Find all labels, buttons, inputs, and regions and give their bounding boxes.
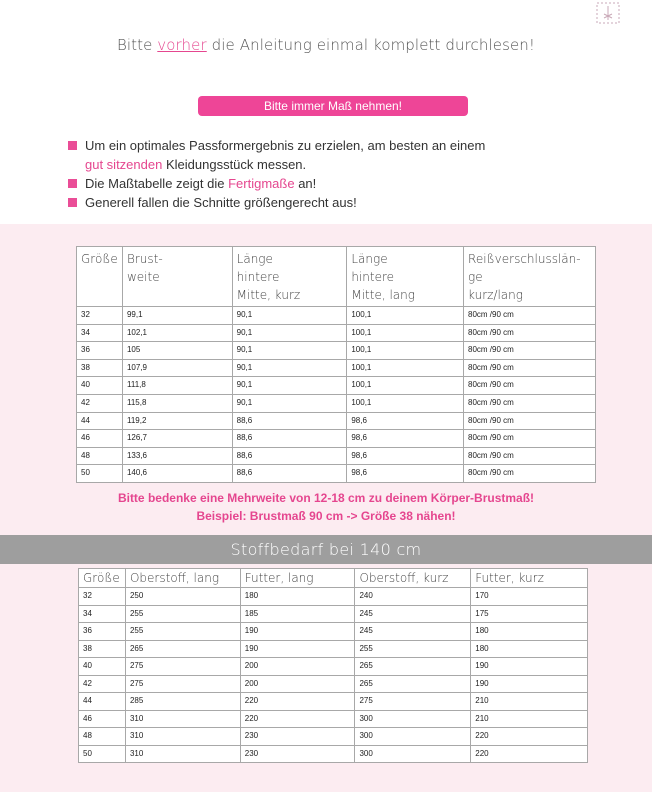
table-cell: 90,1 [232, 394, 347, 412]
table-cell: 275 [125, 675, 240, 693]
table-cell: 180 [240, 588, 355, 606]
table-cell: 88,6 [232, 465, 347, 483]
table-cell: 100,1 [347, 342, 464, 360]
table-cell: 48 [79, 728, 126, 746]
table-cell: 44 [77, 412, 123, 430]
header-cell: Futter, kurz [471, 569, 588, 588]
intro-after: die Anleitung einmal komplett durchlesen! [211, 36, 536, 54]
table-cell: 32 [77, 307, 123, 325]
table-cell: 265 [125, 640, 240, 658]
header-cell: Futter, lang [240, 569, 355, 588]
bullet-item [68, 174, 485, 193]
bullet-text: Um ein optimales Passformergebnis zu erzielen, am besten an einem [85, 138, 486, 153]
table-cell: 115,8 [122, 394, 232, 412]
table-row [77, 342, 596, 360]
measure-pill: Bitte immer Maß nehmen! [198, 96, 468, 116]
table-cell: 98,6 [347, 412, 464, 430]
bullet-text: an! [298, 176, 317, 191]
table-row [77, 465, 596, 483]
table-cell: 265 [355, 675, 471, 693]
table-cell: 285 [125, 693, 240, 711]
table-cell: 46 [77, 430, 123, 448]
table-cell: 80cm /90 cm [464, 342, 596, 360]
table-cell: 48 [77, 447, 123, 465]
intro-before: Bitte [116, 36, 153, 54]
table-cell: 80cm /90 cm [464, 412, 596, 430]
table-cell: 210 [471, 710, 588, 728]
table-cell: 46 [79, 710, 126, 728]
table-cell: 36 [77, 342, 123, 360]
table-cell: 220 [240, 710, 355, 728]
table-cell: 90,1 [232, 307, 347, 325]
table-cell: 230 [240, 728, 355, 746]
table-cell: 88,6 [232, 430, 347, 448]
table-row [79, 675, 588, 693]
table-cell: 36 [79, 623, 126, 641]
table-cell: 310 [125, 710, 240, 728]
table-cell: 40 [79, 658, 126, 676]
table-cell: 180 [471, 623, 588, 641]
scissors-pattern-icon [594, 2, 622, 26]
table-cell: 32 [79, 588, 126, 606]
table-row [79, 605, 588, 623]
table-row [79, 658, 588, 676]
table-row [79, 693, 588, 711]
table-row [77, 377, 596, 395]
header-cell: Brust- weite [122, 247, 232, 307]
fabric-table [78, 568, 588, 763]
table-cell: 250 [125, 588, 240, 606]
table-row [79, 710, 588, 728]
table-cell: 98,6 [347, 465, 464, 483]
table-cell: 255 [125, 605, 240, 623]
table-cell: 102,1 [122, 324, 232, 342]
size-table-header [77, 247, 596, 307]
table-cell: 90,1 [232, 359, 347, 377]
table-cell: 170 [471, 588, 588, 606]
table-cell: 140,6 [122, 465, 232, 483]
bullet-highlight: gut sitzenden [85, 157, 163, 172]
table-row [79, 623, 588, 641]
table-cell: 50 [79, 745, 126, 763]
table-cell: 80cm /90 cm [464, 394, 596, 412]
table-cell: 200 [240, 675, 355, 693]
intro-link-vorher[interactable]: vorher [157, 36, 207, 54]
header-cell: Länge hintere Mitte, lang [347, 247, 464, 307]
table-row [77, 359, 596, 377]
fabric-title-bar: Stoffbedarf bei 140 cm [0, 535, 652, 564]
bullet-text: Die Maßtabelle zeigt die [85, 176, 225, 191]
header-cell: Reißverschlusslän- ge kurz/lang [464, 247, 596, 307]
header-cell: Größe [77, 247, 123, 307]
table-cell: 100,1 [347, 359, 464, 377]
table-cell: 245 [355, 605, 471, 623]
table-cell: 80cm /90 cm [464, 307, 596, 325]
bullet-item [68, 193, 485, 212]
table-row [77, 394, 596, 412]
bullet-list [68, 136, 485, 212]
table-cell: 300 [355, 728, 471, 746]
table-cell: 42 [79, 675, 126, 693]
table-row [79, 588, 588, 606]
note-line: Beispiel: Brustmaß 90 cm -> Größe 38 nähen! [196, 509, 456, 523]
table-cell: 80cm /90 cm [464, 465, 596, 483]
size-note [0, 489, 652, 525]
table-cell: 126,7 [122, 430, 232, 448]
table-cell: 98,6 [347, 447, 464, 465]
bullet-item [68, 136, 485, 155]
table-cell: 88,6 [232, 447, 347, 465]
table-cell: 255 [125, 623, 240, 641]
size-table [76, 246, 596, 483]
intro-sentence [0, 36, 652, 54]
bullet-square-icon [68, 179, 77, 188]
table-cell: 100,1 [347, 307, 464, 325]
table-cell: 190 [471, 675, 588, 693]
table-cell: 50 [77, 465, 123, 483]
table-cell: 200 [240, 658, 355, 676]
table-cell: 220 [471, 728, 588, 746]
table-cell: 105 [122, 342, 232, 360]
table-cell: 190 [240, 640, 355, 658]
note-line: Bitte bedenke eine Mehrweite von 12-18 cm zu deinem Körper-Brustmaß! [117, 491, 535, 505]
table-row [79, 728, 588, 746]
table-row [77, 324, 596, 342]
table-cell: 190 [471, 658, 588, 676]
table-cell: 80cm /90 cm [464, 430, 596, 448]
table-cell: 38 [79, 640, 126, 658]
fabric-table-header [79, 569, 588, 588]
table-cell: 40 [77, 377, 123, 395]
table-cell: 100,1 [347, 377, 464, 395]
table-cell: 300 [355, 745, 471, 763]
table-cell: 310 [125, 728, 240, 746]
table-cell: 111,8 [122, 377, 232, 395]
table-cell: 80cm /90 cm [464, 359, 596, 377]
table-cell: 119,2 [122, 412, 232, 430]
table-cell: 220 [240, 693, 355, 711]
header-cell: Oberstoff, lang [125, 569, 240, 588]
table-cell: 80cm /90 cm [464, 324, 596, 342]
table-cell: 210 [471, 693, 588, 711]
table-cell: 90,1 [232, 324, 347, 342]
table-cell: 100,1 [347, 324, 464, 342]
header-cell: Oberstoff, kurz [355, 569, 471, 588]
table-cell: 107,9 [122, 359, 232, 377]
table-cell: 90,1 [232, 342, 347, 360]
table-cell: 99,1 [122, 307, 232, 325]
table-cell: 100,1 [347, 394, 464, 412]
table-cell: 255 [355, 640, 471, 658]
table-cell: 265 [355, 658, 471, 676]
table-cell: 98,6 [347, 430, 464, 448]
table-cell: 88,6 [232, 412, 347, 430]
table-cell: 180 [471, 640, 588, 658]
table-cell: 175 [471, 605, 588, 623]
table-cell: 190 [240, 623, 355, 641]
bullet-continuation [68, 155, 485, 174]
bullet-square-icon [68, 198, 77, 207]
bullet-highlight: Fertigmaße [228, 176, 295, 191]
table-cell: 245 [355, 623, 471, 641]
table-cell: 185 [240, 605, 355, 623]
table-cell: 90,1 [232, 377, 347, 395]
table-cell: 34 [79, 605, 126, 623]
table-cell: 80cm /90 cm [464, 447, 596, 465]
header-cell: Größe [79, 569, 126, 588]
table-cell: 42 [77, 394, 123, 412]
table-cell: 133,6 [122, 447, 232, 465]
table-row [77, 307, 596, 325]
table-cell: 230 [240, 745, 355, 763]
table-cell: 220 [471, 745, 588, 763]
bullet-text: Generell fallen die Schnitte größengerecht aus! [85, 195, 357, 210]
table-row [79, 640, 588, 658]
header-cell: Länge hintere Mitte, kurz [232, 247, 347, 307]
bullet-text: Kleidungsstück messen. [165, 157, 307, 172]
table-cell: 44 [79, 693, 126, 711]
table-row [77, 447, 596, 465]
table-cell: 310 [125, 745, 240, 763]
table-cell: 38 [77, 359, 123, 377]
table-cell: 275 [125, 658, 240, 676]
table-cell: 34 [77, 324, 123, 342]
bullet-square-icon [68, 141, 77, 150]
table-cell: 80cm /90 cm [464, 377, 596, 395]
table-cell: 275 [355, 693, 471, 711]
table-row [77, 412, 596, 430]
table-cell: 240 [355, 588, 471, 606]
table-cell: 300 [355, 710, 471, 728]
table-row [77, 430, 596, 448]
table-row [79, 745, 588, 763]
